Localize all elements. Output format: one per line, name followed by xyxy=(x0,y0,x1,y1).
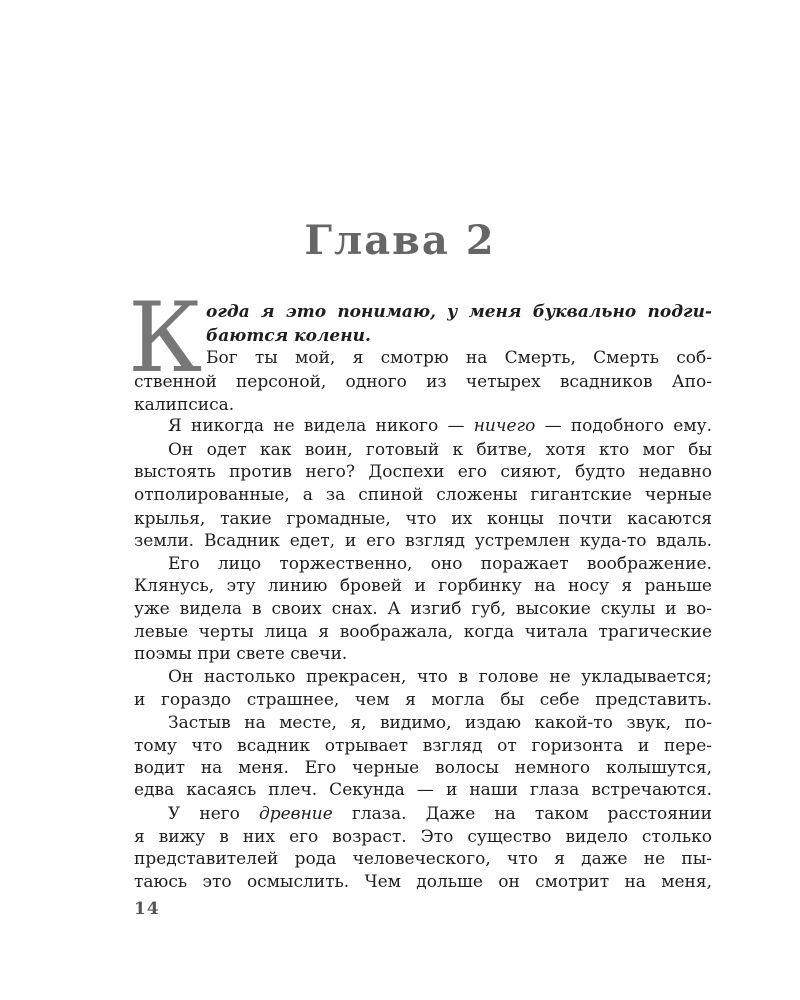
text-line: таюсь это осмыслить. Чем дольше он смотрит на меня, xyxy=(134,872,712,892)
text-line: крылья, такие громадные, что их концы почти касаются xyxy=(134,509,712,529)
text-line: я вижу в них его возраст. Это существо видело столько xyxy=(134,827,712,847)
text-line: отполированные, а за спиной сложены гигантские черные xyxy=(134,485,712,505)
text-line: уже видела в своих снах. А изгиб губ, высокие скулы и во- xyxy=(134,599,712,619)
text-line: баются колени. xyxy=(206,326,371,346)
text-line: ственной персоной, одного из четырех всадников Апо- xyxy=(134,372,712,392)
page-number: 14 xyxy=(134,899,160,919)
text-line: Он одет как воин, готовый к битве, хотя кто мог бы xyxy=(168,440,712,460)
text-line: Он настолько прекрасен, что в голове не укладывается; xyxy=(168,667,712,687)
text-line: поэмы при свете свечи. xyxy=(134,644,348,664)
text-line: тому что всадник отрывает взгляд от горизонта и пере- xyxy=(134,736,712,756)
text-line: земли. Всадник едет, и его взгляд устремлен куда-то вдаль. xyxy=(134,531,712,551)
text-line: У него древние глаза. Даже на таком расстоянии xyxy=(168,804,712,824)
text-line: выстоять против него? Доспехи его сияют, будто недавно xyxy=(134,462,712,482)
text-line: Застыв на месте, я, видимо, издаю какой-то звук, по- xyxy=(168,713,712,733)
text-line: огда я это понимаю, у меня буквально подги- xyxy=(206,302,712,322)
drop-cap: К xyxy=(128,282,203,394)
chapter-title: Глава 2 xyxy=(304,217,496,264)
text-line: калипсиса. xyxy=(134,395,235,415)
text-line: едва касаясь плеч. Секунда — и наши глаза встречаются. xyxy=(134,780,712,800)
text-line: левые черты лица я воображала, когда читала трагические xyxy=(134,622,712,642)
text-line: представителей рода человеческого, что я даже не пы- xyxy=(134,849,712,869)
text-line: и гораздо страшнее, чем я могла бы себе представить. xyxy=(134,690,712,710)
text-line: Его лицо торжественно, оно поражает воображение. xyxy=(168,554,712,574)
text-line: Я никогда не видела никого — ничего — подобного ему. xyxy=(168,416,712,436)
text-line: Бог ты мой, я смотрю на Смерть, Смерть соб- xyxy=(206,348,712,368)
text-line: Клянусь, эту линию бровей и горбинку на носу я раньше xyxy=(134,576,712,596)
text-line: водит на меня. Его черные волосы немного колышутся, xyxy=(134,758,712,778)
